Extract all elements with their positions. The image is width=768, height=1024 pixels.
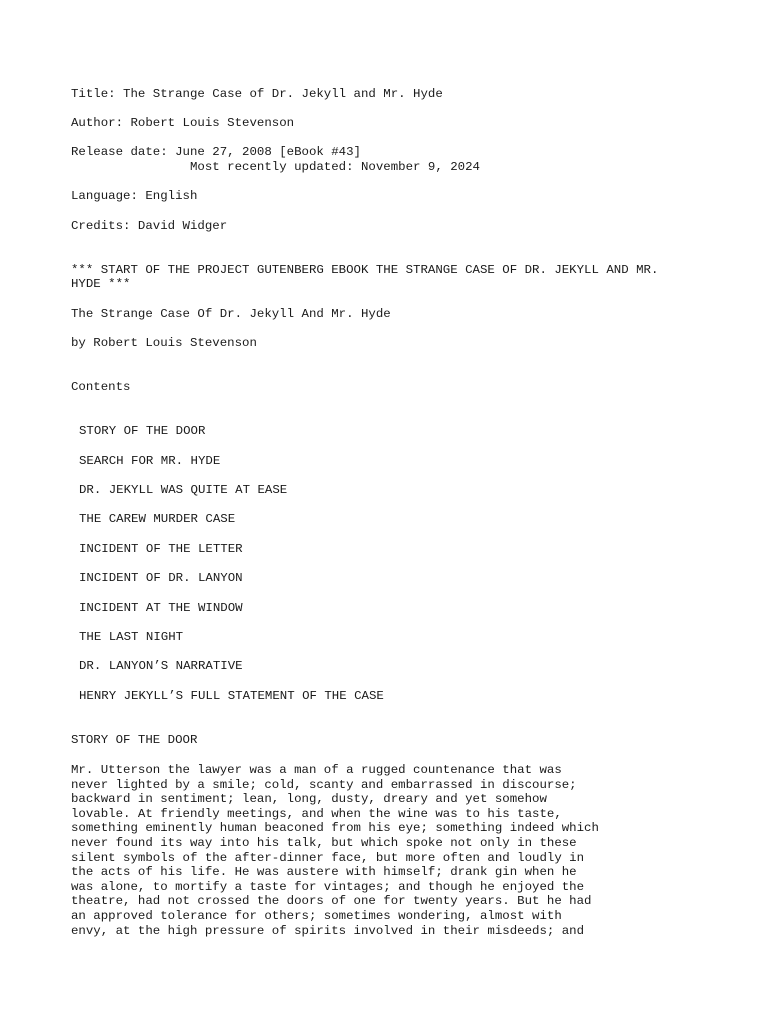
paragraph-line: something eminently human beaconed from his eye; something indeed which — [71, 821, 599, 836]
chapter-heading: STORY OF THE DOOR — [71, 733, 198, 747]
book-title: The Strange Case Of Dr. Jekyll And Mr. Hyde — [71, 307, 391, 321]
author-line: Author: Robert Louis Stevenson — [71, 116, 295, 130]
release-date-line: Release date: June 27, 2008 [eBook #43] — [71, 145, 361, 159]
toc-link-incident-of-the-letter[interactable]: INCIDENT OF THE LETTER — [79, 542, 243, 556]
paragraph-line: silent symbols of the after-dinner face, but more often and loudly in — [71, 850, 585, 865]
toc-link-incident-at-the-window[interactable]: INCIDENT AT THE WINDOW — [79, 601, 243, 615]
toc-link-the-last-night[interactable]: THE LAST NIGHT — [79, 630, 184, 644]
start-marker-line-1: *** START OF THE PROJECT GUTENBERG EBOOK THE STRANGE CASE OF DR. JEKYLL AND MR. — [71, 263, 659, 277]
paragraph-line: never lighted by a smile; cold, scanty and embarrassed in discourse; — [71, 777, 577, 792]
paragraph-line: never found its way into his talk, but which spoke not only in these — [71, 835, 577, 850]
toc-link-henry-jekylls-statement[interactable]: HENRY JEKYLL’S FULL STATEMENT OF THE CASE — [79, 689, 384, 703]
paragraph-line: theatre, had not crossed the doors of one for twenty years. But he had — [71, 894, 592, 909]
credits-line: Credits: David Widger — [71, 219, 228, 233]
toc-link-dr-lanyons-narrative[interactable]: DR. LANYON’S NARRATIVE — [79, 659, 243, 673]
contents-heading: Contents — [71, 380, 131, 394]
paragraph-line: backward in sentiment; lean, long, dusty, dreary and yet somehow — [71, 792, 547, 807]
toc-link-carew-murder-case[interactable]: THE CAREW MURDER CASE — [79, 512, 236, 526]
toc-link-search-for-mr-hyde[interactable]: SEARCH FOR MR. HYDE — [79, 454, 221, 468]
title-line: Title: The Strange Case of Dr. Jekyll and Mr. Hyde — [71, 87, 443, 101]
language-line: Language: English — [71, 189, 198, 203]
toc-link-incident-of-dr-lanyon[interactable]: INCIDENT OF DR. LANYON — [79, 571, 243, 585]
start-marker-line-2: HYDE *** — [71, 277, 131, 291]
toc-link-story-of-the-door[interactable]: STORY OF THE DOOR — [79, 424, 206, 438]
paragraph-line: an approved tolerance for others; sometimes wondering, almost with — [71, 908, 562, 923]
paragraph-line: lovable. At friendly meetings, and when the wine was to his taste, — [71, 806, 562, 821]
updated-date-line: Most recently updated: November 9, 2024 — [71, 160, 480, 174]
paragraph-line: was alone, to mortify a taste for vintages; and though he enjoyed the — [71, 879, 585, 894]
toc-link-dr-jekyll-quite-at-ease[interactable]: DR. JEKYLL WAS QUITE AT EASE — [79, 483, 288, 497]
paragraph-line: envy, at the high pressure of spirits involved in their misdeeds; and — [71, 923, 585, 938]
byline: by Robert Louis Stevenson — [71, 336, 257, 350]
paragraph-line: Mr. Utterson the lawyer was a man of a rugged countenance that was — [71, 763, 562, 777]
body-paragraph — [71, 763, 599, 938]
paragraph-line: the acts of his life. He was austere with himself; drank gin when he — [71, 865, 577, 880]
